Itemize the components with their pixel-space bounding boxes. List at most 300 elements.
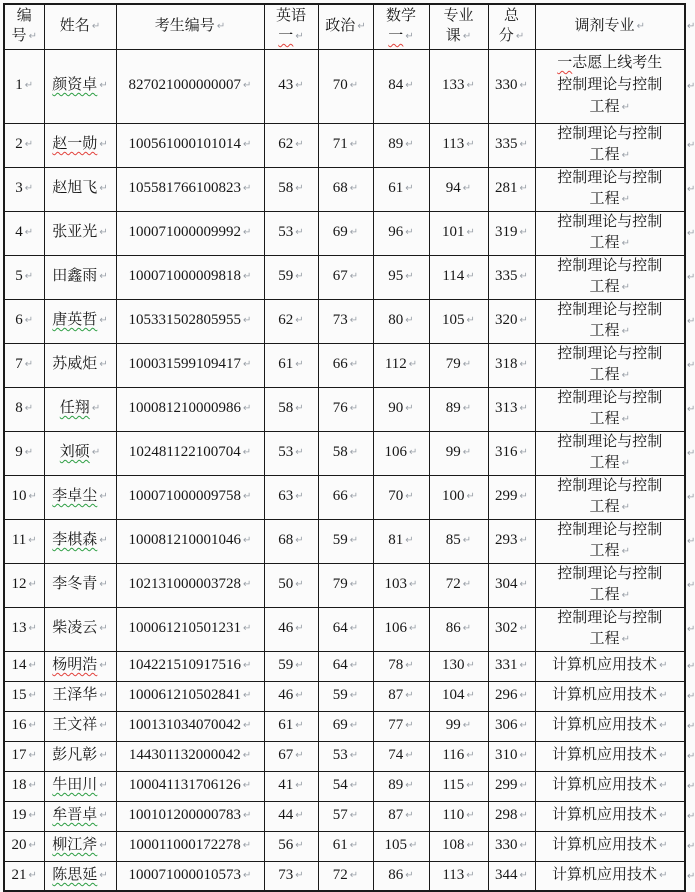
cell-row-number-line: 9 ↵ <box>5 442 44 464</box>
cell-total[interactable] <box>488 49 535 123</box>
cell-row-number-line: 17 ↵ <box>5 745 44 767</box>
cell-end-mark: ↵ <box>621 193 630 205</box>
cell-name[interactable] <box>44 49 116 123</box>
cell-adjust-major-line: 控制理论与控制 <box>557 609 663 626</box>
cell-major-course[interactable] <box>429 607 488 651</box>
cell-total[interactable] <box>488 831 535 861</box>
cell-exam-id-line: 100081210001046 ↵ <box>117 530 264 552</box>
cell-total[interactable] <box>488 519 535 563</box>
cell-politics[interactable] <box>318 741 373 771</box>
cell-end-mark: ↵ <box>295 183 304 194</box>
cell-adjust-major-line: 工程 ↵ <box>536 96 685 120</box>
cell-name-line <box>45 74 116 98</box>
cell-major-course[interactable] <box>429 431 488 475</box>
cell-politics[interactable] <box>318 771 373 801</box>
cell-exam-id[interactable] <box>116 711 264 741</box>
cell-politics[interactable] <box>318 861 373 891</box>
cell-end-mark: ↵ <box>28 491 37 502</box>
cell-adjust-major[interactable] <box>535 801 685 831</box>
cell-end-mark: ↵ <box>91 403 101 414</box>
cell-english-line: 53 ↵ <box>265 222 318 244</box>
cell-end-mark: ↵ <box>519 80 528 91</box>
cell-adjust-major-line: 控制理论与控制 <box>557 477 663 494</box>
cell-major-course[interactable] <box>429 123 488 167</box>
cell-row-number[interactable] <box>4 831 44 861</box>
cell-name-line: 李冬青 ↵ <box>45 574 116 596</box>
cell-math[interactable] <box>373 607 429 651</box>
cell-end-mark: ↵ <box>659 720 668 731</box>
cell-english[interactable] <box>264 211 318 255</box>
cell-exam-id-line: 100101200000783 ↵ <box>117 805 264 827</box>
cell-math[interactable] <box>373 711 429 741</box>
cell-math[interactable] <box>373 167 429 211</box>
cell-major-course[interactable] <box>429 681 488 711</box>
cell-row-number[interactable] <box>4 123 44 167</box>
cell-politics[interactable] <box>318 299 373 343</box>
cell-math[interactable] <box>373 771 429 801</box>
cell-major-course[interactable] <box>429 475 488 519</box>
cell-end-mark: ↵ <box>99 840 108 851</box>
cell-math[interactable] <box>373 431 429 475</box>
cell-end-mark: ↵ <box>621 633 630 645</box>
cell-exam-id[interactable] <box>116 167 264 211</box>
cell-math[interactable] <box>373 801 429 831</box>
cell-adjust-major[interactable] <box>535 651 685 681</box>
cell-adjust-major[interactable] <box>535 475 685 519</box>
cell-exam-id[interactable] <box>116 681 264 711</box>
cell-total[interactable] <box>488 801 535 831</box>
cell-end-mark: ↵ <box>99 80 108 91</box>
cell-english[interactable] <box>264 431 318 475</box>
cell-english[interactable] <box>264 831 318 861</box>
cell-exam-id[interactable] <box>116 123 264 167</box>
cell-exam-id[interactable] <box>116 387 264 431</box>
cell-math[interactable] <box>373 387 429 431</box>
cell-adjust-major[interactable] <box>535 681 685 711</box>
cell-adjust-major[interactable] <box>535 123 685 167</box>
cell-english[interactable] <box>264 861 318 891</box>
cell-end-mark: ↵ <box>519 183 528 194</box>
cell-end-mark: ↵ <box>295 403 304 414</box>
cell-politics[interactable] <box>318 801 373 831</box>
cell-english[interactable] <box>264 801 318 831</box>
cell-adjust-major[interactable] <box>535 49 685 123</box>
cell-english[interactable] <box>264 651 318 681</box>
cell-adjust-major[interactable] <box>535 211 685 255</box>
cell-math[interactable] <box>373 343 429 387</box>
cell-total[interactable] <box>488 475 535 519</box>
cell-adjust-major-line: 工程 ↵ <box>536 277 685 299</box>
cell-end-mark: ↵ <box>405 183 414 194</box>
cell-row-number[interactable] <box>4 741 44 771</box>
cell-major-course[interactable] <box>429 741 488 771</box>
cell-name[interactable] <box>44 771 116 801</box>
cell-end-mark: ↵ <box>243 579 252 590</box>
row-end-mark: ↵ <box>687 535 695 547</box>
cell-name[interactable] <box>44 387 116 431</box>
cell-row-number[interactable] <box>4 651 44 681</box>
cell-name[interactable] <box>44 681 116 711</box>
cell-end-mark: ↵ <box>519 227 528 238</box>
cell-row-number-line: 1 ↵ <box>5 74 44 98</box>
cell-name[interactable] <box>44 211 116 255</box>
cell-politics[interactable] <box>318 431 373 475</box>
cell-adjust-major[interactable] <box>535 431 685 475</box>
cell-major-course[interactable] <box>429 49 488 123</box>
header-cell-6[interactable] <box>429 4 488 49</box>
cell-end-mark: ↵ <box>28 750 37 761</box>
cell-adjust-major[interactable] <box>535 711 685 741</box>
cell-total[interactable] <box>488 861 535 891</box>
cell-total[interactable] <box>488 651 535 681</box>
cell-math[interactable] <box>373 299 429 343</box>
cell-name[interactable] <box>44 651 116 681</box>
row-end-mark-slot <box>686 344 694 388</box>
cell-math[interactable] <box>373 49 429 123</box>
cell-politics[interactable] <box>318 711 373 741</box>
header-cell-4[interactable] <box>318 4 373 49</box>
cell-name[interactable] <box>44 711 116 741</box>
cell-english[interactable] <box>264 49 318 123</box>
cell-name[interactable] <box>44 801 116 831</box>
cell-adjust-major-line: 控制理论与控制 <box>557 169 663 186</box>
cell-math-line: 74 ↵ <box>374 745 429 767</box>
cell-english[interactable] <box>264 771 318 801</box>
cell-end-mark: ↵ <box>243 623 252 634</box>
row-end-mark: ↵ <box>687 227 695 239</box>
cell-end-mark: ↵ <box>466 80 475 91</box>
cell-end-mark: ↵ <box>24 447 34 458</box>
cell-end-mark: ↵ <box>24 183 34 194</box>
cell-row-number[interactable] <box>4 771 44 801</box>
cell-major-course-line: 105 ↵ <box>430 310 488 332</box>
cell-adjust-major-line: 计算机应用技术 ↵ <box>536 865 685 887</box>
row-end-mark: ↵ <box>687 359 695 371</box>
cell-adjust-major-line: 计算机应用技术 ↵ <box>536 655 685 677</box>
cell-row-number[interactable] <box>4 475 44 519</box>
cell-exam-id[interactable] <box>116 431 264 475</box>
cell-politics[interactable] <box>318 167 373 211</box>
cell-end-mark: ↵ <box>243 80 252 91</box>
cell-exam-id[interactable] <box>116 519 264 563</box>
cell-adjust-major[interactable] <box>535 299 685 343</box>
cell-exam-id-line: 104221510917516 ↵ <box>117 655 264 677</box>
cell-name[interactable] <box>44 741 116 771</box>
cell-row-number[interactable] <box>4 255 44 299</box>
header-cell-8[interactable] <box>535 4 685 49</box>
cell-exam-id[interactable] <box>116 563 264 607</box>
cell-row-number[interactable] <box>4 519 44 563</box>
cell-row-number[interactable] <box>4 563 44 607</box>
cell-politics[interactable] <box>318 211 373 255</box>
cell-total[interactable] <box>488 211 535 255</box>
cell-adjust-major-line: 控制理论与控制 <box>557 389 663 406</box>
cell-politics[interactable] <box>318 387 373 431</box>
cell-adjust-major[interactable] <box>535 831 685 861</box>
table-row <box>4 431 685 475</box>
cell-politics[interactable] <box>318 255 373 299</box>
table-row <box>4 49 685 123</box>
cell-name[interactable] <box>44 167 116 211</box>
cell-math[interactable] <box>373 563 429 607</box>
cell-total[interactable] <box>488 563 535 607</box>
cell-major-course[interactable] <box>429 563 488 607</box>
cell-end-mark: ↵ <box>519 271 528 282</box>
cell-end-mark: ↵ <box>99 183 108 194</box>
cell-name[interactable] <box>44 255 116 299</box>
cell-exam-id-line: 102481122100704 ↵ <box>117 442 264 464</box>
cell-end-mark: ↵ <box>621 325 630 337</box>
cell-row-number[interactable] <box>4 299 44 343</box>
cell-politics[interactable] <box>318 343 373 387</box>
row-end-mark: ↵ <box>687 447 695 459</box>
cell-adjust-major[interactable] <box>535 167 685 211</box>
cell-politics[interactable] <box>318 607 373 651</box>
cell-politics[interactable] <box>318 475 373 519</box>
cell-total[interactable] <box>488 255 535 299</box>
row-end-mark-slot <box>686 608 694 652</box>
cell-total[interactable] <box>488 167 535 211</box>
cell-row-number-line: 8 ↵ <box>5 398 44 420</box>
cell-english[interactable] <box>264 299 318 343</box>
cell-english[interactable] <box>264 607 318 651</box>
cell-major-course-line: 130 ↵ <box>430 655 488 677</box>
header-cell-3[interactable] <box>264 4 318 49</box>
cell-adjust-major-line: 控制理论与控制 <box>557 213 663 230</box>
cell-end-mark: ↵ <box>405 690 414 701</box>
cell-math[interactable] <box>373 255 429 299</box>
cell-math-line: 80 ↵ <box>374 310 429 332</box>
cell-row-number[interactable] <box>4 211 44 255</box>
cell-row-number[interactable] <box>4 607 44 651</box>
cell-exam-id[interactable] <box>116 475 264 519</box>
cell-row-number[interactable] <box>4 387 44 431</box>
cell-english[interactable] <box>264 475 318 519</box>
cell-row-number[interactable] <box>4 167 44 211</box>
cell-row-number[interactable] <box>4 681 44 711</box>
cell-total-line: 298 ↵ <box>489 805 535 827</box>
grammar-wavy-underline: 李棋森 <box>52 532 98 548</box>
cell-exam-id[interactable] <box>116 255 264 299</box>
cell-politics[interactable] <box>318 651 373 681</box>
header-cell-6-line: 课 ↵ <box>430 26 488 48</box>
cell-adjust-major[interactable] <box>535 387 685 431</box>
cell-english-line: 46 ↵ <box>265 618 318 640</box>
cell-exam-id[interactable] <box>116 771 264 801</box>
cell-end-mark: ↵ <box>349 690 359 701</box>
cell-name[interactable] <box>44 123 116 167</box>
cell-end-mark: ↵ <box>295 139 304 150</box>
cell-row-number[interactable] <box>4 49 44 123</box>
cell-major-course[interactable] <box>429 387 488 431</box>
cell-row-number[interactable] <box>4 431 44 475</box>
cell-english[interactable] <box>264 167 318 211</box>
cell-major-course[interactable] <box>429 711 488 741</box>
cell-row-number[interactable] <box>4 343 44 387</box>
cell-exam-id[interactable] <box>116 211 264 255</box>
cell-total[interactable] <box>488 123 535 167</box>
cell-end-mark: ↵ <box>24 403 34 414</box>
cell-math[interactable] <box>373 681 429 711</box>
cell-math[interactable] <box>373 831 429 861</box>
cell-name[interactable] <box>44 299 116 343</box>
cell-total[interactable] <box>488 431 535 475</box>
cell-total[interactable] <box>488 343 535 387</box>
cell-end-mark: ↵ <box>99 491 108 502</box>
cell-end-mark: ↵ <box>405 403 414 414</box>
cell-end-mark: ↵ <box>519 315 528 326</box>
cell-english[interactable] <box>264 387 318 431</box>
cell-math-line: 78 ↵ <box>374 655 429 677</box>
cell-politics[interactable] <box>318 123 373 167</box>
header-cell-0[interactable] <box>4 4 44 49</box>
cell-adjust-major[interactable] <box>535 519 685 563</box>
cell-major-course[interactable] <box>429 211 488 255</box>
cell-total[interactable] <box>488 681 535 711</box>
cell-math[interactable] <box>373 519 429 563</box>
cell-english[interactable] <box>264 255 318 299</box>
cell-adjust-major[interactable] <box>535 771 685 801</box>
cell-math[interactable] <box>373 861 429 891</box>
cell-english[interactable] <box>264 343 318 387</box>
cell-end-mark: ↵ <box>519 780 528 791</box>
cell-english[interactable] <box>264 711 318 741</box>
cell-end-mark: ↵ <box>295 810 304 821</box>
cell-row-number[interactable] <box>4 861 44 891</box>
cell-english[interactable] <box>264 123 318 167</box>
cell-exam-id[interactable] <box>116 607 264 651</box>
cell-major-course[interactable] <box>429 167 488 211</box>
cell-adjust-major[interactable] <box>535 255 685 299</box>
cell-name[interactable] <box>44 563 116 607</box>
cell-total[interactable] <box>488 741 535 771</box>
cell-name[interactable] <box>44 343 116 387</box>
cell-major-course[interactable] <box>429 831 488 861</box>
cell-name[interactable] <box>44 831 116 861</box>
cell-end-mark: ↵ <box>466 660 475 671</box>
cell-major-course[interactable] <box>429 861 488 891</box>
cell-adjust-major[interactable] <box>535 343 685 387</box>
cell-end-mark: ↵ <box>466 810 475 821</box>
cell-politics[interactable] <box>318 49 373 123</box>
cell-major-course[interactable] <box>429 651 488 681</box>
cell-end-mark: ↵ <box>357 20 366 32</box>
cell-major-course[interactable] <box>429 801 488 831</box>
grammar-wavy-underline: 李卓尘 <box>52 488 98 504</box>
cell-major-course-line: 94 ↵ <box>430 178 488 200</box>
header-cell-2[interactable] <box>116 4 264 49</box>
cell-exam-id[interactable] <box>116 343 264 387</box>
cell-major-course[interactable] <box>429 771 488 801</box>
cell-english[interactable] <box>264 741 318 771</box>
cell-exam-id[interactable] <box>116 49 264 123</box>
cell-adjust-major[interactable] <box>535 741 685 771</box>
cell-total[interactable] <box>488 607 535 651</box>
cell-end-mark: ↵ <box>659 869 668 881</box>
cell-row-number[interactable] <box>4 801 44 831</box>
cell-exam-id[interactable] <box>116 651 264 681</box>
cell-adjust-major[interactable] <box>535 607 685 651</box>
cell-politics[interactable] <box>318 519 373 563</box>
cell-english-line: 53 ↵ <box>265 442 318 464</box>
cell-end-mark: ↵ <box>28 660 37 671</box>
cell-major-course[interactable] <box>429 299 488 343</box>
cell-total[interactable] <box>488 299 535 343</box>
cell-total[interactable] <box>488 387 535 431</box>
table-row <box>4 167 685 211</box>
cell-total-line: 302 ↵ <box>489 618 535 640</box>
cell-total-line: 281 ↵ <box>489 178 535 200</box>
cell-end-mark: ↵ <box>405 535 414 546</box>
cell-name[interactable] <box>44 861 116 891</box>
cell-end-mark: ↵ <box>28 720 37 731</box>
cell-english[interactable] <box>264 563 318 607</box>
cell-adjust-major[interactable] <box>535 563 685 607</box>
cell-english[interactable] <box>264 519 318 563</box>
table-row <box>4 299 685 343</box>
cell-exam-id[interactable] <box>116 299 264 343</box>
cell-row-number[interactable] <box>4 711 44 741</box>
cell-math-line: 105 ↵ <box>374 835 429 857</box>
header-cell-1[interactable] <box>44 4 116 49</box>
row-end-mark-slot <box>686 168 694 212</box>
cell-total[interactable] <box>488 771 535 801</box>
cell-name-line <box>45 134 116 156</box>
cell-exam-id[interactable] <box>116 831 264 861</box>
table-row <box>4 123 685 167</box>
cell-major-course[interactable] <box>429 519 488 563</box>
cell-exam-id[interactable] <box>116 801 264 831</box>
cell-politics[interactable] <box>318 831 373 861</box>
cell-math[interactable] <box>373 741 429 771</box>
header-cell-5[interactable] <box>373 4 429 49</box>
cell-total-line: 319 ↵ <box>489 222 535 244</box>
cell-exam-id-line: 144301132000042 ↵ <box>117 745 264 767</box>
cell-politics-line: 54 ↵ <box>319 775 373 797</box>
cell-end-mark: ↵ <box>28 810 37 821</box>
cell-end-mark: ↵ <box>99 139 108 150</box>
cell-math[interactable] <box>373 211 429 255</box>
cell-english-line: 63 ↵ <box>265 486 318 508</box>
cell-exam-id[interactable] <box>116 741 264 771</box>
cell-math[interactable] <box>373 123 429 167</box>
cell-math[interactable] <box>373 651 429 681</box>
cell-english[interactable] <box>264 681 318 711</box>
cell-major-course[interactable] <box>429 255 488 299</box>
grammar-wavy-underline: 刘硕 <box>59 444 90 460</box>
cell-adjust-major[interactable] <box>535 861 685 891</box>
cell-exam-id[interactable] <box>116 861 264 891</box>
cell-name[interactable] <box>44 475 116 519</box>
cell-politics[interactable] <box>318 681 373 711</box>
cell-name[interactable] <box>44 431 116 475</box>
header-row <box>4 4 685 49</box>
cell-english-line: 56 ↵ <box>265 835 318 857</box>
cell-major-course[interactable] <box>429 343 488 387</box>
score-table[interactable] <box>3 3 686 892</box>
cell-total[interactable] <box>488 711 535 741</box>
header-cell-7[interactable] <box>488 4 535 49</box>
cell-end-mark: ↵ <box>243 403 252 414</box>
cell-adjust-major-line: 控制理论与控制 <box>557 77 663 93</box>
cell-total-line: 344 ↵ <box>489 865 535 887</box>
cell-name[interactable] <box>44 519 116 563</box>
cell-name[interactable] <box>44 607 116 651</box>
cell-politics[interactable] <box>318 563 373 607</box>
cell-math[interactable] <box>373 475 429 519</box>
header-cell-4-line: 政治 ↵ <box>319 16 373 38</box>
cell-end-mark: ↵ <box>466 227 475 238</box>
